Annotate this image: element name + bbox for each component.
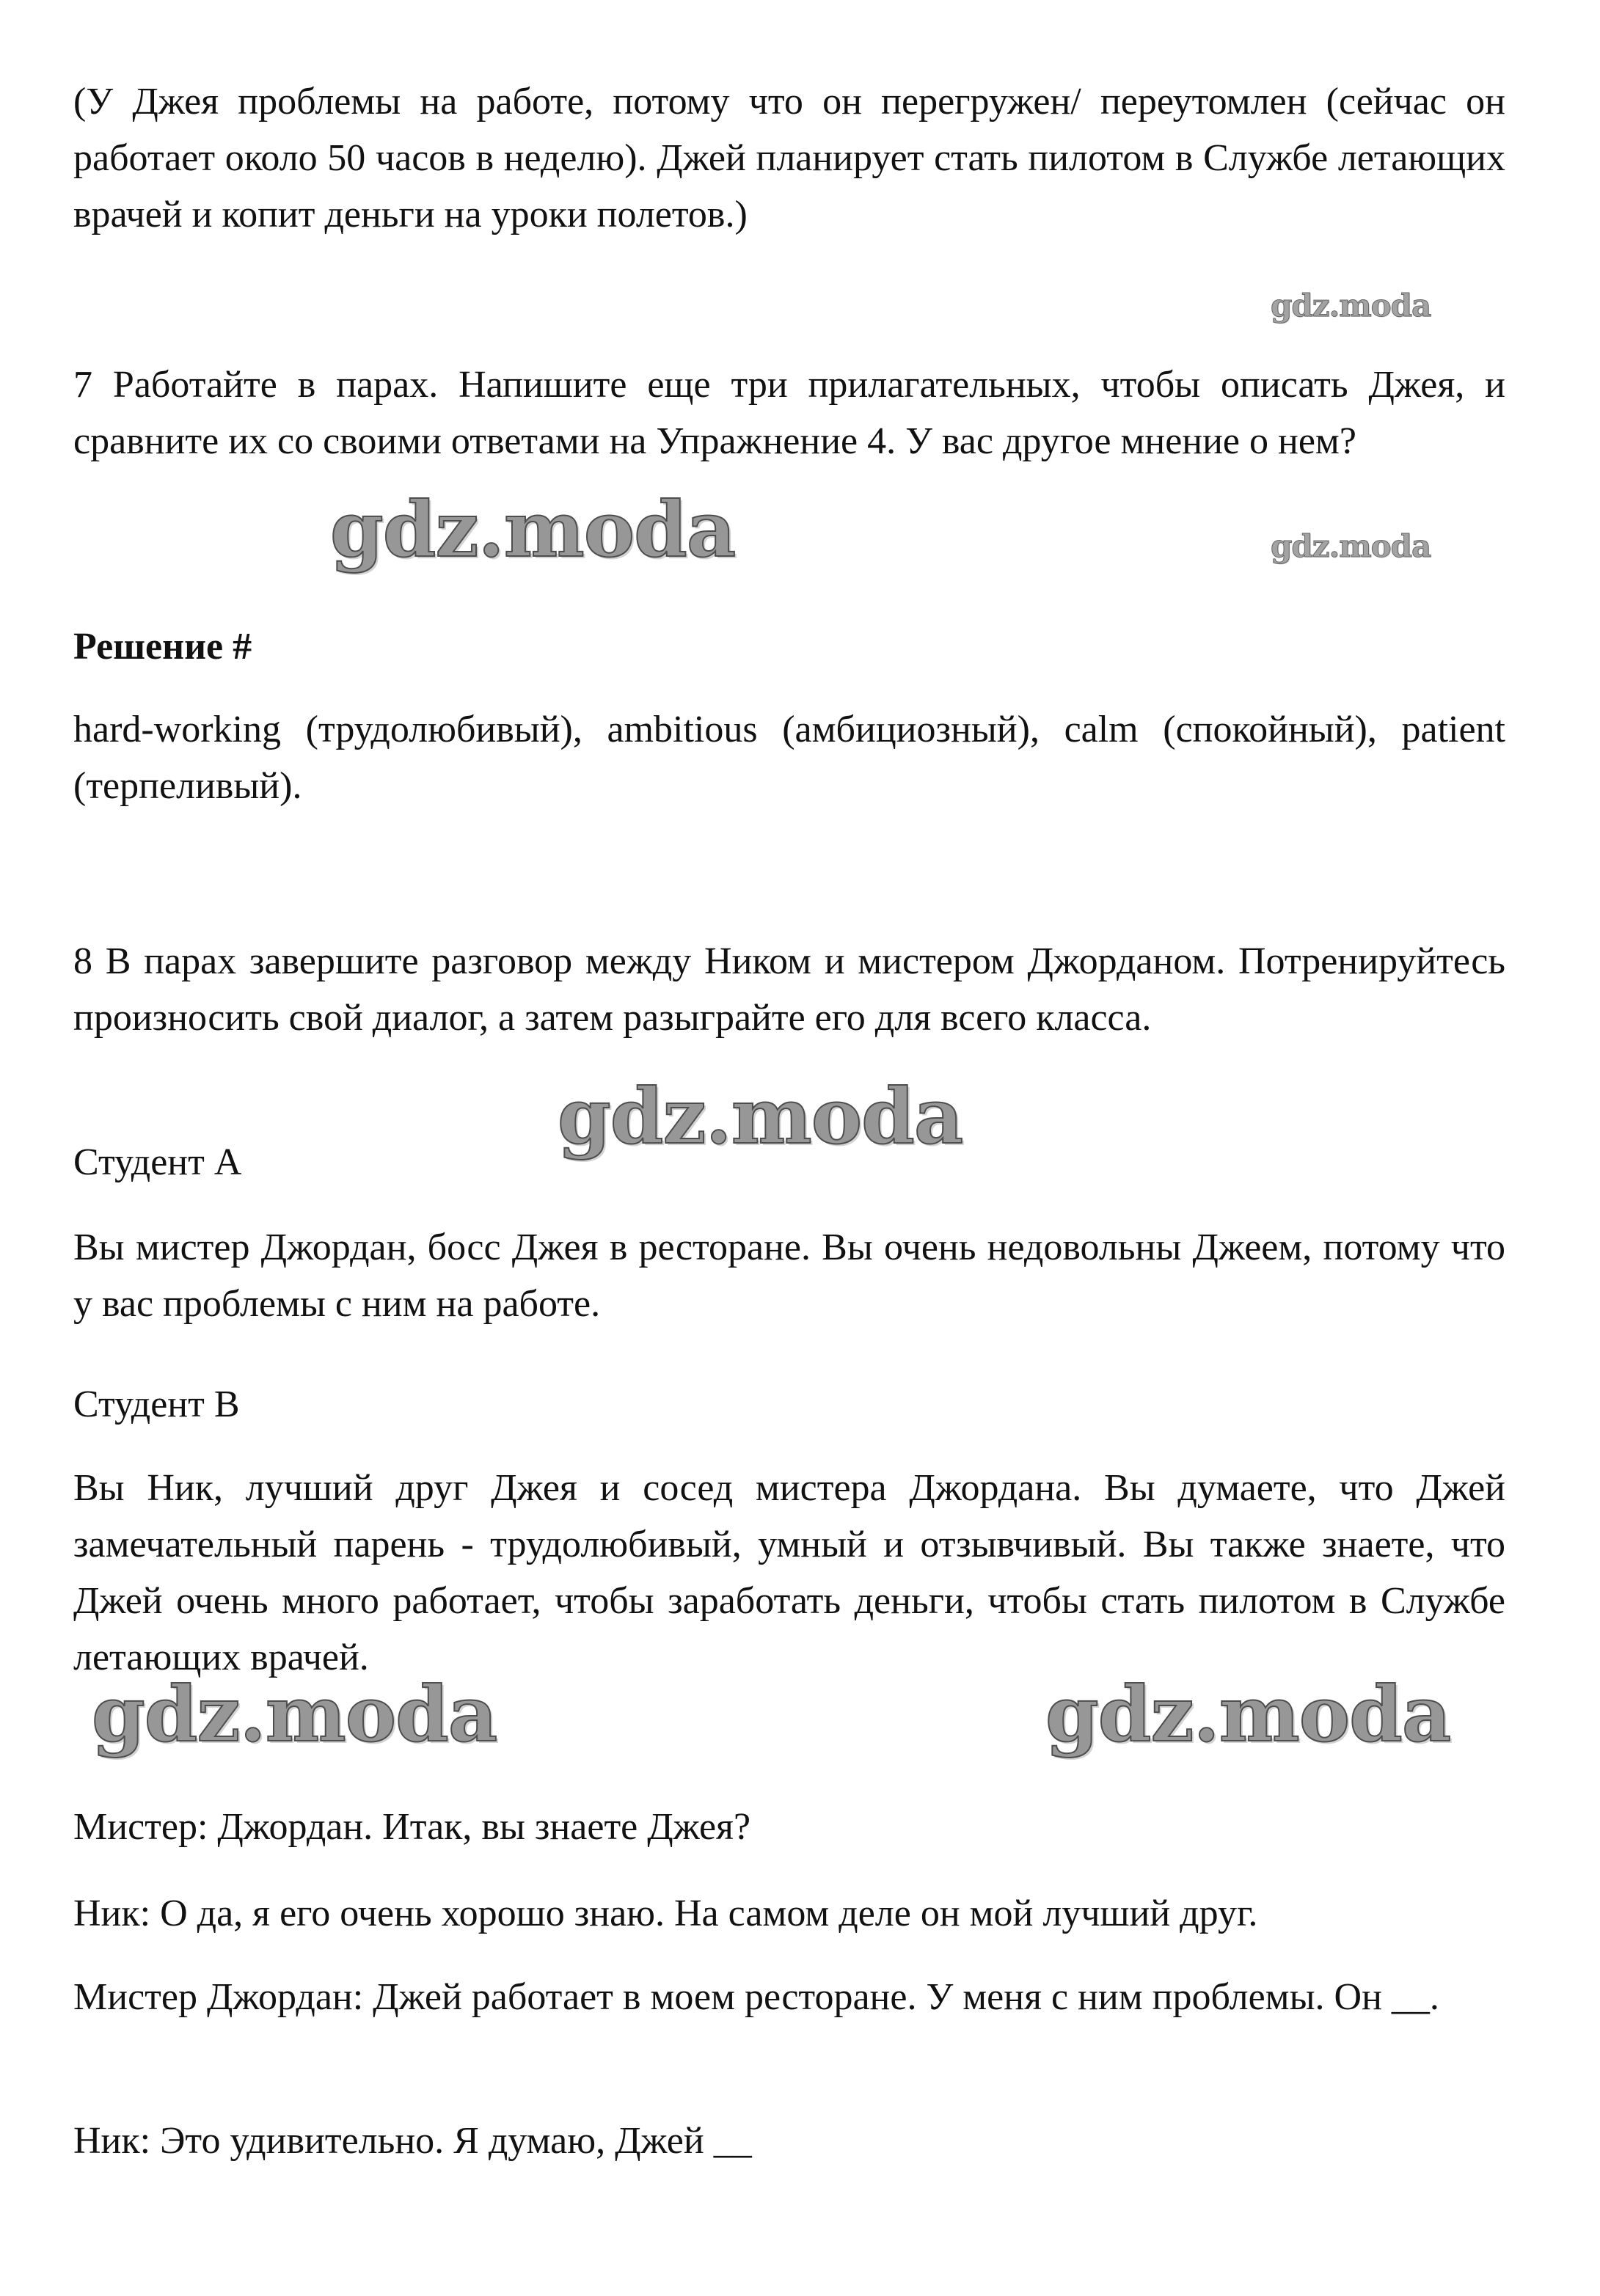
solution-text: hard-working (трудолюбивый), ambitious (амбициозный), calm (спокойный), patient (терпеливый). [73, 709, 1505, 807]
watermark-logo: gdz.moda [1271, 288, 1431, 323]
dialogue-line-3: Мистер Джордан: Джей работает в моем ресторане. У меня с ним проблемы. Он __. [73, 1976, 1439, 2018]
dialogue-line-2: Ник: О да, я его очень хорошо знаю. На самом деле он мой лучший друг. [73, 1893, 1258, 1934]
exercise-8-text: 8 В парах завершите разговор между Ником и мистером Джорданом. Потренируйтесь произносить свой диалог, а затем разыграйте его для всего класса. [73, 940, 1505, 1039]
watermark-logo: gdz.moda [558, 1071, 963, 1161]
watermark-logo: gdz.moda [1045, 1669, 1451, 1759]
student-a-label: Студент А [73, 1141, 242, 1183]
dialogue-line-4: Ник: Это удивительно. Я думаю, Джей __ [73, 2120, 752, 2162]
dialogue-line-1: Мистер: Джордан. Итак, вы знаете Джея? [73, 1806, 751, 1848]
student-b-label: Студент В [73, 1383, 240, 1425]
exercise-7-text: 7 Работайте в парах. Напишите еще три прилагательных, чтобы описать Джея, и сравните их со своими ответами на Упражнение 4. У вас другое мнение о нем? [73, 364, 1505, 462]
watermark-logo: gdz.moda [330, 484, 736, 574]
watermark-logo: gdz.moda [92, 1669, 497, 1759]
watermark-logo: gdz.moda [1271, 528, 1431, 564]
student-a-text: Вы мистер Джордан, босс Джея в ресторане. Вы очень недовольны Джеем, потому что у вас проблемы с ним на работе. [73, 1226, 1505, 1325]
student-b-text: Вы Ник, лучший друг Джея и сосед мистера Джордана. Вы думаете, что Джей замечательный парень - трудолюбивый, умный и отзывчивый. Вы также знаете, что Джей очень много работает, чтобы заработать деньги, чтобы стать пилотом в Службе летающих врачей. [73, 1467, 1505, 1678]
solution-heading: Решение # [73, 626, 252, 668]
answer-paragraph-6: (У Джея проблемы на работе, потому что он перегружен/ переутомлен (сейчас он работает около 50 часов в неделю). Джей планирует стать пилотом в Службе летающих врачей и копит деньги на уроки полетов.) [73, 81, 1505, 235]
